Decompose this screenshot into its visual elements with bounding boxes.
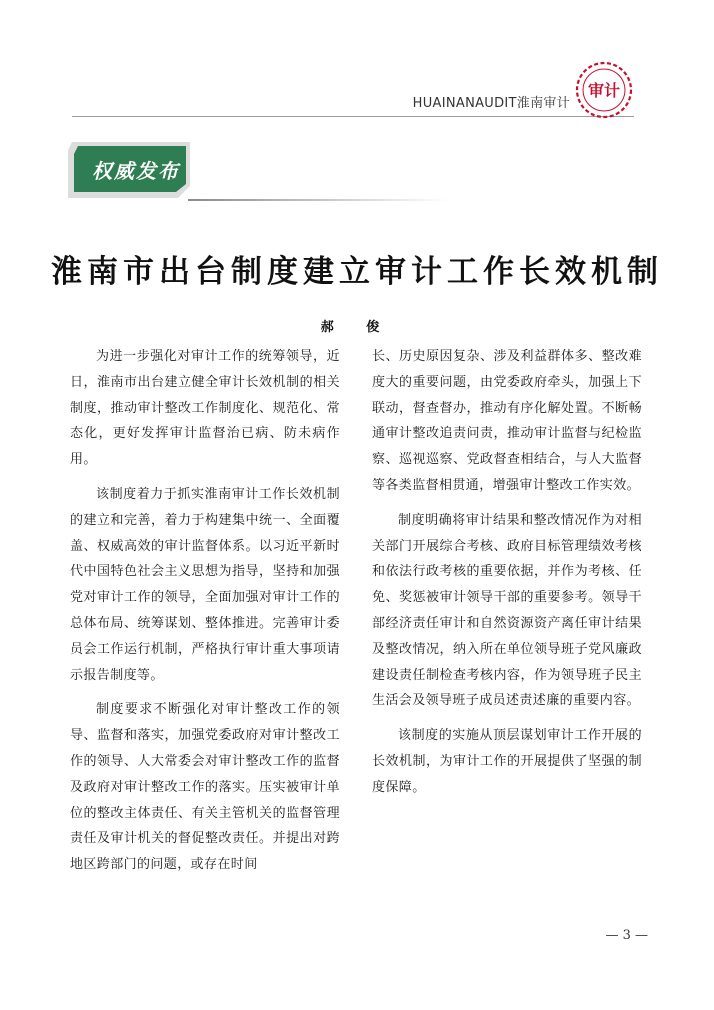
journal-header-text: HUAINANAUDIT淮南审计	[412, 96, 570, 111]
paragraph: 制度明确将审计结果和整改情况作为对相关部门开展综合考核、政府目标管理绩效考核和依法行政考核的重要依据，并作为考核、任免、奖惩被审计领导干部的重要参考。领导干部经济责任审计和自然资源资产离任审计结果及整改情况，纳入所在单位领导班子党风廉政建设责任制检查考核内容，作为领导班子民主生活会及领导班子成员述责述廉的重要内容。	[372, 512, 642, 709]
logo-seal-lettering: 审计	[587, 81, 621, 100]
paragraph: 该制度着力于抓实淮南审计工作长效机制的建立和完善，着力于构建集中统一、全面覆盖、权威高效的审计监督体系。以习近平新时代中国特色社会主义思想为指导，坚持和加强党对审计工作的领导，全面加强对审计工作的总体布局、统筹谋划、整体推进。完善审计委员会工作运行机制，严格执行审计重大事项请示报告制度等。	[70, 486, 340, 683]
article-title: 淮南市出台制度建立审计工作长效机制	[51, 254, 663, 290]
right-column	[372, 344, 642, 810]
paragraph: 该制度的实施从顶层谋划审计工作开展的长效机制，为审计工作的开展提供了坚强的制度保障。	[372, 728, 642, 795]
paragraph: 制度要求不断强化对审计整改工作的领导、监督和落实，加强党委政府对审计整改工作的领导、人大常委会对审计整改工作的监督及政府对审计整改工作的落实。压实被审计单位的整改主体责任、有关主管机关的监督管理责任及审计机关的督促整改责任。并提出对跨地区跨部门的问题，或存在时间	[70, 702, 340, 873]
article-author: 郝 俊	[320, 320, 394, 335]
page-number: — 3 —	[605, 928, 648, 943]
section-label: 权威发布	[92, 159, 180, 183]
section-underline	[188, 199, 448, 201]
paragraph: 为进一步强化对审计工作的统筹领导，近日，淮南市出台建立健全审计长效机制的相关制度，推动审计整改工作制度化、规范化、常态化，更好发挥审计监督治已病、防未病作用。	[70, 349, 340, 468]
journal-logo	[574, 60, 634, 120]
paragraph-continuation: 长、历史原因复杂、涉及利益群体多、整改难度大的重要问题，由党委政府牵头，加强上下联动，督查督办，推动有序化解处置。不断畅通审计整改追责问责，推动审计监督与纪检监察、巡视巡察、党政督查相结合，与人大监督等各类监督相贯通，增强审计整改工作实效。	[372, 349, 642, 493]
left-column	[70, 344, 340, 887]
header-divider	[72, 116, 634, 117]
